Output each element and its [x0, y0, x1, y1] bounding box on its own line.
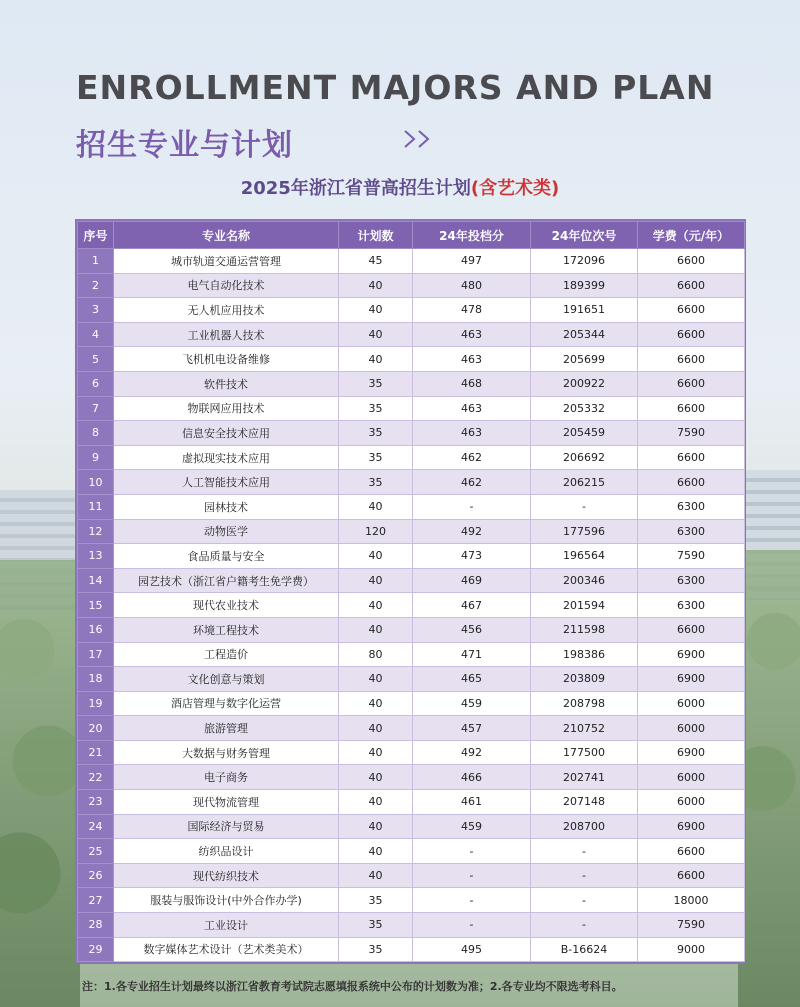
- cell-score: 467: [413, 593, 531, 618]
- cell-score: 463: [413, 396, 531, 421]
- cell-fee: 6300: [638, 568, 745, 593]
- cell-rank: -: [531, 494, 638, 519]
- cell-fee: 6000: [638, 716, 745, 741]
- cell-major: 园林技术: [114, 494, 339, 519]
- cell-rank: -: [531, 863, 638, 888]
- cell-no: 1: [78, 249, 114, 274]
- table-row: [78, 445, 745, 470]
- cell-no: 20: [78, 716, 114, 741]
- cell-major: 纺织品设计: [114, 839, 339, 864]
- enrollment-table-container: [75, 219, 746, 964]
- cell-major: 园艺技术（浙江省户籍考生免学费）: [114, 568, 339, 593]
- cell-no: 10: [78, 470, 114, 495]
- cell-no: 3: [78, 298, 114, 323]
- cell-rank: 206215: [531, 470, 638, 495]
- cell-no: 13: [78, 544, 114, 569]
- table-row: [78, 396, 745, 421]
- cell-no: 15: [78, 593, 114, 618]
- cell-major: 现代物流管理: [114, 790, 339, 815]
- column-header-score: 24年投档分: [413, 222, 531, 249]
- column-header-rank: 24年位次号: [531, 222, 638, 249]
- cell-score: 492: [413, 740, 531, 765]
- cell-major: 现代纺织技术: [114, 863, 339, 888]
- cell-score: 495: [413, 937, 531, 962]
- table-row: [78, 716, 745, 741]
- cell-score: 462: [413, 470, 531, 495]
- table-row: [78, 519, 745, 544]
- cell-plan: 40: [339, 839, 413, 864]
- cell-fee: 6900: [638, 667, 745, 692]
- cell-fee: 6600: [638, 273, 745, 298]
- cell-plan: 40: [339, 568, 413, 593]
- cell-no: 16: [78, 617, 114, 642]
- cell-no: 17: [78, 642, 114, 667]
- cell-major: 工程造价: [114, 642, 339, 667]
- table-header-row: [78, 222, 745, 249]
- table-row: [78, 249, 745, 274]
- background-trees-left: [0, 560, 80, 1007]
- cell-fee: 9000: [638, 937, 745, 962]
- cell-major: 大数据与财务管理: [114, 740, 339, 765]
- table-row: [78, 913, 745, 938]
- cell-no: 18: [78, 667, 114, 692]
- cell-rank: -: [531, 913, 638, 938]
- cell-fee: 6600: [638, 396, 745, 421]
- cell-plan: 80: [339, 642, 413, 667]
- cell-rank: 205332: [531, 396, 638, 421]
- cell-fee: 6000: [638, 790, 745, 815]
- cell-no: 2: [78, 273, 114, 298]
- cell-plan: 35: [339, 937, 413, 962]
- cell-score: 459: [413, 691, 531, 716]
- column-header-fee: 学费（元/年）: [638, 222, 745, 249]
- cell-rank: 203809: [531, 667, 638, 692]
- cell-fee: 6600: [638, 839, 745, 864]
- footnote: 注：1.各专业招生计划最终以浙江省教育考试院志愿填报系统中公布的计划数为准；2.各专业均不限选考科目。: [82, 980, 623, 993]
- cell-no: 26: [78, 863, 114, 888]
- cell-no: 11: [78, 494, 114, 519]
- cell-fee: 6900: [638, 814, 745, 839]
- cell-rank: 189399: [531, 273, 638, 298]
- cell-major: 动物医学: [114, 519, 339, 544]
- cell-rank: 207148: [531, 790, 638, 815]
- table-body: [78, 249, 745, 962]
- cell-score: 468: [413, 371, 531, 396]
- cell-score: 480: [413, 273, 531, 298]
- cell-plan: 35: [339, 913, 413, 938]
- cell-plan: 40: [339, 740, 413, 765]
- cell-no: 21: [78, 740, 114, 765]
- cell-plan: 40: [339, 544, 413, 569]
- cell-plan: 40: [339, 298, 413, 323]
- table-row: [78, 470, 745, 495]
- cell-major: 无人机应用技术: [114, 298, 339, 323]
- cell-fee: 6300: [638, 593, 745, 618]
- cell-fee: 6900: [638, 642, 745, 667]
- table-row: [78, 691, 745, 716]
- column-header-major: 专业名称: [114, 222, 339, 249]
- cell-major: 文化创意与策划: [114, 667, 339, 692]
- cell-score: 456: [413, 617, 531, 642]
- cell-no: 14: [78, 568, 114, 593]
- table-row: [78, 273, 745, 298]
- cell-score: 457: [413, 716, 531, 741]
- cell-score: 459: [413, 814, 531, 839]
- table-row: [78, 888, 745, 913]
- table-row: [78, 667, 745, 692]
- cell-plan: 35: [339, 470, 413, 495]
- cell-rank: 177596: [531, 519, 638, 544]
- cell-fee: 6600: [638, 617, 745, 642]
- cell-fee: 18000: [638, 888, 745, 913]
- cell-major: 电子商务: [114, 765, 339, 790]
- cell-major: 飞机机电设备维修: [114, 347, 339, 372]
- cell-major: 酒店管理与数字化运营: [114, 691, 339, 716]
- cell-rank: 211598: [531, 617, 638, 642]
- subtitle-accent: (含艺术类): [470, 178, 560, 199]
- cell-score: 465: [413, 667, 531, 692]
- cell-plan: 45: [339, 249, 413, 274]
- cell-fee: 6600: [638, 249, 745, 274]
- cell-fee: 6300: [638, 494, 745, 519]
- cell-rank: 208798: [531, 691, 638, 716]
- cell-plan: 40: [339, 667, 413, 692]
- table-row: [78, 593, 745, 618]
- column-header-no: 序号: [78, 222, 114, 249]
- cell-no: 24: [78, 814, 114, 839]
- cell-plan: 35: [339, 371, 413, 396]
- cell-score: 466: [413, 765, 531, 790]
- cell-major: 软件技术: [114, 371, 339, 396]
- cell-fee: 6000: [638, 691, 745, 716]
- cell-fee: 6900: [638, 740, 745, 765]
- cell-no: 9: [78, 445, 114, 470]
- cell-score: 492: [413, 519, 531, 544]
- cell-plan: 40: [339, 814, 413, 839]
- cell-rank: -: [531, 839, 638, 864]
- cell-rank: 208700: [531, 814, 638, 839]
- cell-rank: 198386: [531, 642, 638, 667]
- cell-fee: 6300: [638, 519, 745, 544]
- cell-rank: 200346: [531, 568, 638, 593]
- cell-rank: 202741: [531, 765, 638, 790]
- cell-rank: B-16624: [531, 937, 638, 962]
- table-subtitle: [0, 174, 800, 200]
- cell-rank: 210752: [531, 716, 638, 741]
- cell-major: 数字媒体艺术设计（艺术类美术）: [114, 937, 339, 962]
- cell-score: 463: [413, 421, 531, 446]
- cell-fee: 6600: [638, 298, 745, 323]
- cell-fee: 6000: [638, 765, 745, 790]
- double-chevron-right-icon: [402, 128, 436, 150]
- cell-no: 28: [78, 913, 114, 938]
- cell-rank: 205344: [531, 322, 638, 347]
- table-row: [78, 937, 745, 962]
- cell-rank: 200922: [531, 371, 638, 396]
- cell-no: 27: [78, 888, 114, 913]
- cell-plan: 40: [339, 273, 413, 298]
- table-row: [78, 371, 745, 396]
- cell-score: 473: [413, 544, 531, 569]
- table-row: [78, 347, 745, 372]
- cell-no: 5: [78, 347, 114, 372]
- subtitle-main: 2025年浙江省普高招生计划: [240, 178, 471, 199]
- cell-fee: 6600: [638, 322, 745, 347]
- cell-fee: 7590: [638, 544, 745, 569]
- cell-rank: 201594: [531, 593, 638, 618]
- cell-no: 29: [78, 937, 114, 962]
- enrollment-table: [77, 221, 745, 962]
- table-row: [78, 790, 745, 815]
- cell-plan: 40: [339, 347, 413, 372]
- table-row: [78, 814, 745, 839]
- cell-plan: 40: [339, 790, 413, 815]
- cell-no: 12: [78, 519, 114, 544]
- page-title-english: ENROLLMENT MAJORS AND PLAN: [76, 68, 715, 107]
- table-row: [78, 740, 745, 765]
- table-row: [78, 617, 745, 642]
- cell-rank: -: [531, 888, 638, 913]
- cell-plan: 35: [339, 421, 413, 446]
- cell-no: 6: [78, 371, 114, 396]
- cell-plan: 120: [339, 519, 413, 544]
- cell-fee: 7590: [638, 421, 745, 446]
- cell-score: 497: [413, 249, 531, 274]
- cell-no: 23: [78, 790, 114, 815]
- cell-no: 8: [78, 421, 114, 446]
- cell-fee: 6600: [638, 863, 745, 888]
- cell-plan: 40: [339, 617, 413, 642]
- cell-score: 469: [413, 568, 531, 593]
- cell-major: 现代农业技术: [114, 593, 339, 618]
- cell-fee: 6600: [638, 371, 745, 396]
- table-row: [78, 568, 745, 593]
- cell-major: 城市轨道交通运营管理: [114, 249, 339, 274]
- cell-score: -: [413, 913, 531, 938]
- page-title-chinese: 招生专业与计划: [76, 128, 293, 163]
- column-header-plan: 计划数: [339, 222, 413, 249]
- cell-score: -: [413, 839, 531, 864]
- cell-major: 国际经济与贸易: [114, 814, 339, 839]
- cell-no: 4: [78, 322, 114, 347]
- cell-major: 服装与服饰设计(中外合作办学): [114, 888, 339, 913]
- cell-no: 19: [78, 691, 114, 716]
- background-trees-right: [738, 550, 800, 1007]
- cell-major: 工业机器人技术: [114, 322, 339, 347]
- cell-rank: 205459: [531, 421, 638, 446]
- cell-rank: 196564: [531, 544, 638, 569]
- cell-major: 旅游管理: [114, 716, 339, 741]
- table-row: [78, 544, 745, 569]
- cell-major: 食品质量与安全: [114, 544, 339, 569]
- cell-score: -: [413, 494, 531, 519]
- table-row: [78, 298, 745, 323]
- cell-rank: 206692: [531, 445, 638, 470]
- cell-plan: 40: [339, 593, 413, 618]
- cell-fee: 6600: [638, 347, 745, 372]
- cell-major: 人工智能技术应用: [114, 470, 339, 495]
- cell-fee: 7590: [638, 913, 745, 938]
- cell-fee: 6600: [638, 445, 745, 470]
- cell-score: -: [413, 863, 531, 888]
- cell-major: 虚拟现实技术应用: [114, 445, 339, 470]
- cell-score: 462: [413, 445, 531, 470]
- cell-score: 478: [413, 298, 531, 323]
- cell-score: 463: [413, 322, 531, 347]
- cell-rank: 172096: [531, 249, 638, 274]
- cell-major: 信息安全技术应用: [114, 421, 339, 446]
- cell-no: 25: [78, 839, 114, 864]
- table-row: [78, 863, 745, 888]
- cell-plan: 40: [339, 765, 413, 790]
- table-row: [78, 642, 745, 667]
- cell-rank: 191651: [531, 298, 638, 323]
- table-row: [78, 839, 745, 864]
- table-row: [78, 322, 745, 347]
- cell-rank: 177500: [531, 740, 638, 765]
- cell-rank: 205699: [531, 347, 638, 372]
- cell-major: 物联网应用技术: [114, 396, 339, 421]
- cell-plan: 40: [339, 494, 413, 519]
- cell-plan: 40: [339, 716, 413, 741]
- cell-plan: 40: [339, 863, 413, 888]
- cell-score: 461: [413, 790, 531, 815]
- cell-major: 电气自动化技术: [114, 273, 339, 298]
- cell-plan: 35: [339, 888, 413, 913]
- table-row: [78, 765, 745, 790]
- table-row: [78, 421, 745, 446]
- cell-major: 工业设计: [114, 913, 339, 938]
- cell-plan: 35: [339, 396, 413, 421]
- cell-plan: 40: [339, 322, 413, 347]
- table-row: [78, 494, 745, 519]
- cell-no: 22: [78, 765, 114, 790]
- cell-score: 463: [413, 347, 531, 372]
- cell-plan: 40: [339, 691, 413, 716]
- cell-major: 环境工程技术: [114, 617, 339, 642]
- cell-fee: 6600: [638, 470, 745, 495]
- cell-no: 7: [78, 396, 114, 421]
- cell-plan: 35: [339, 445, 413, 470]
- cell-score: -: [413, 888, 531, 913]
- cell-score: 471: [413, 642, 531, 667]
